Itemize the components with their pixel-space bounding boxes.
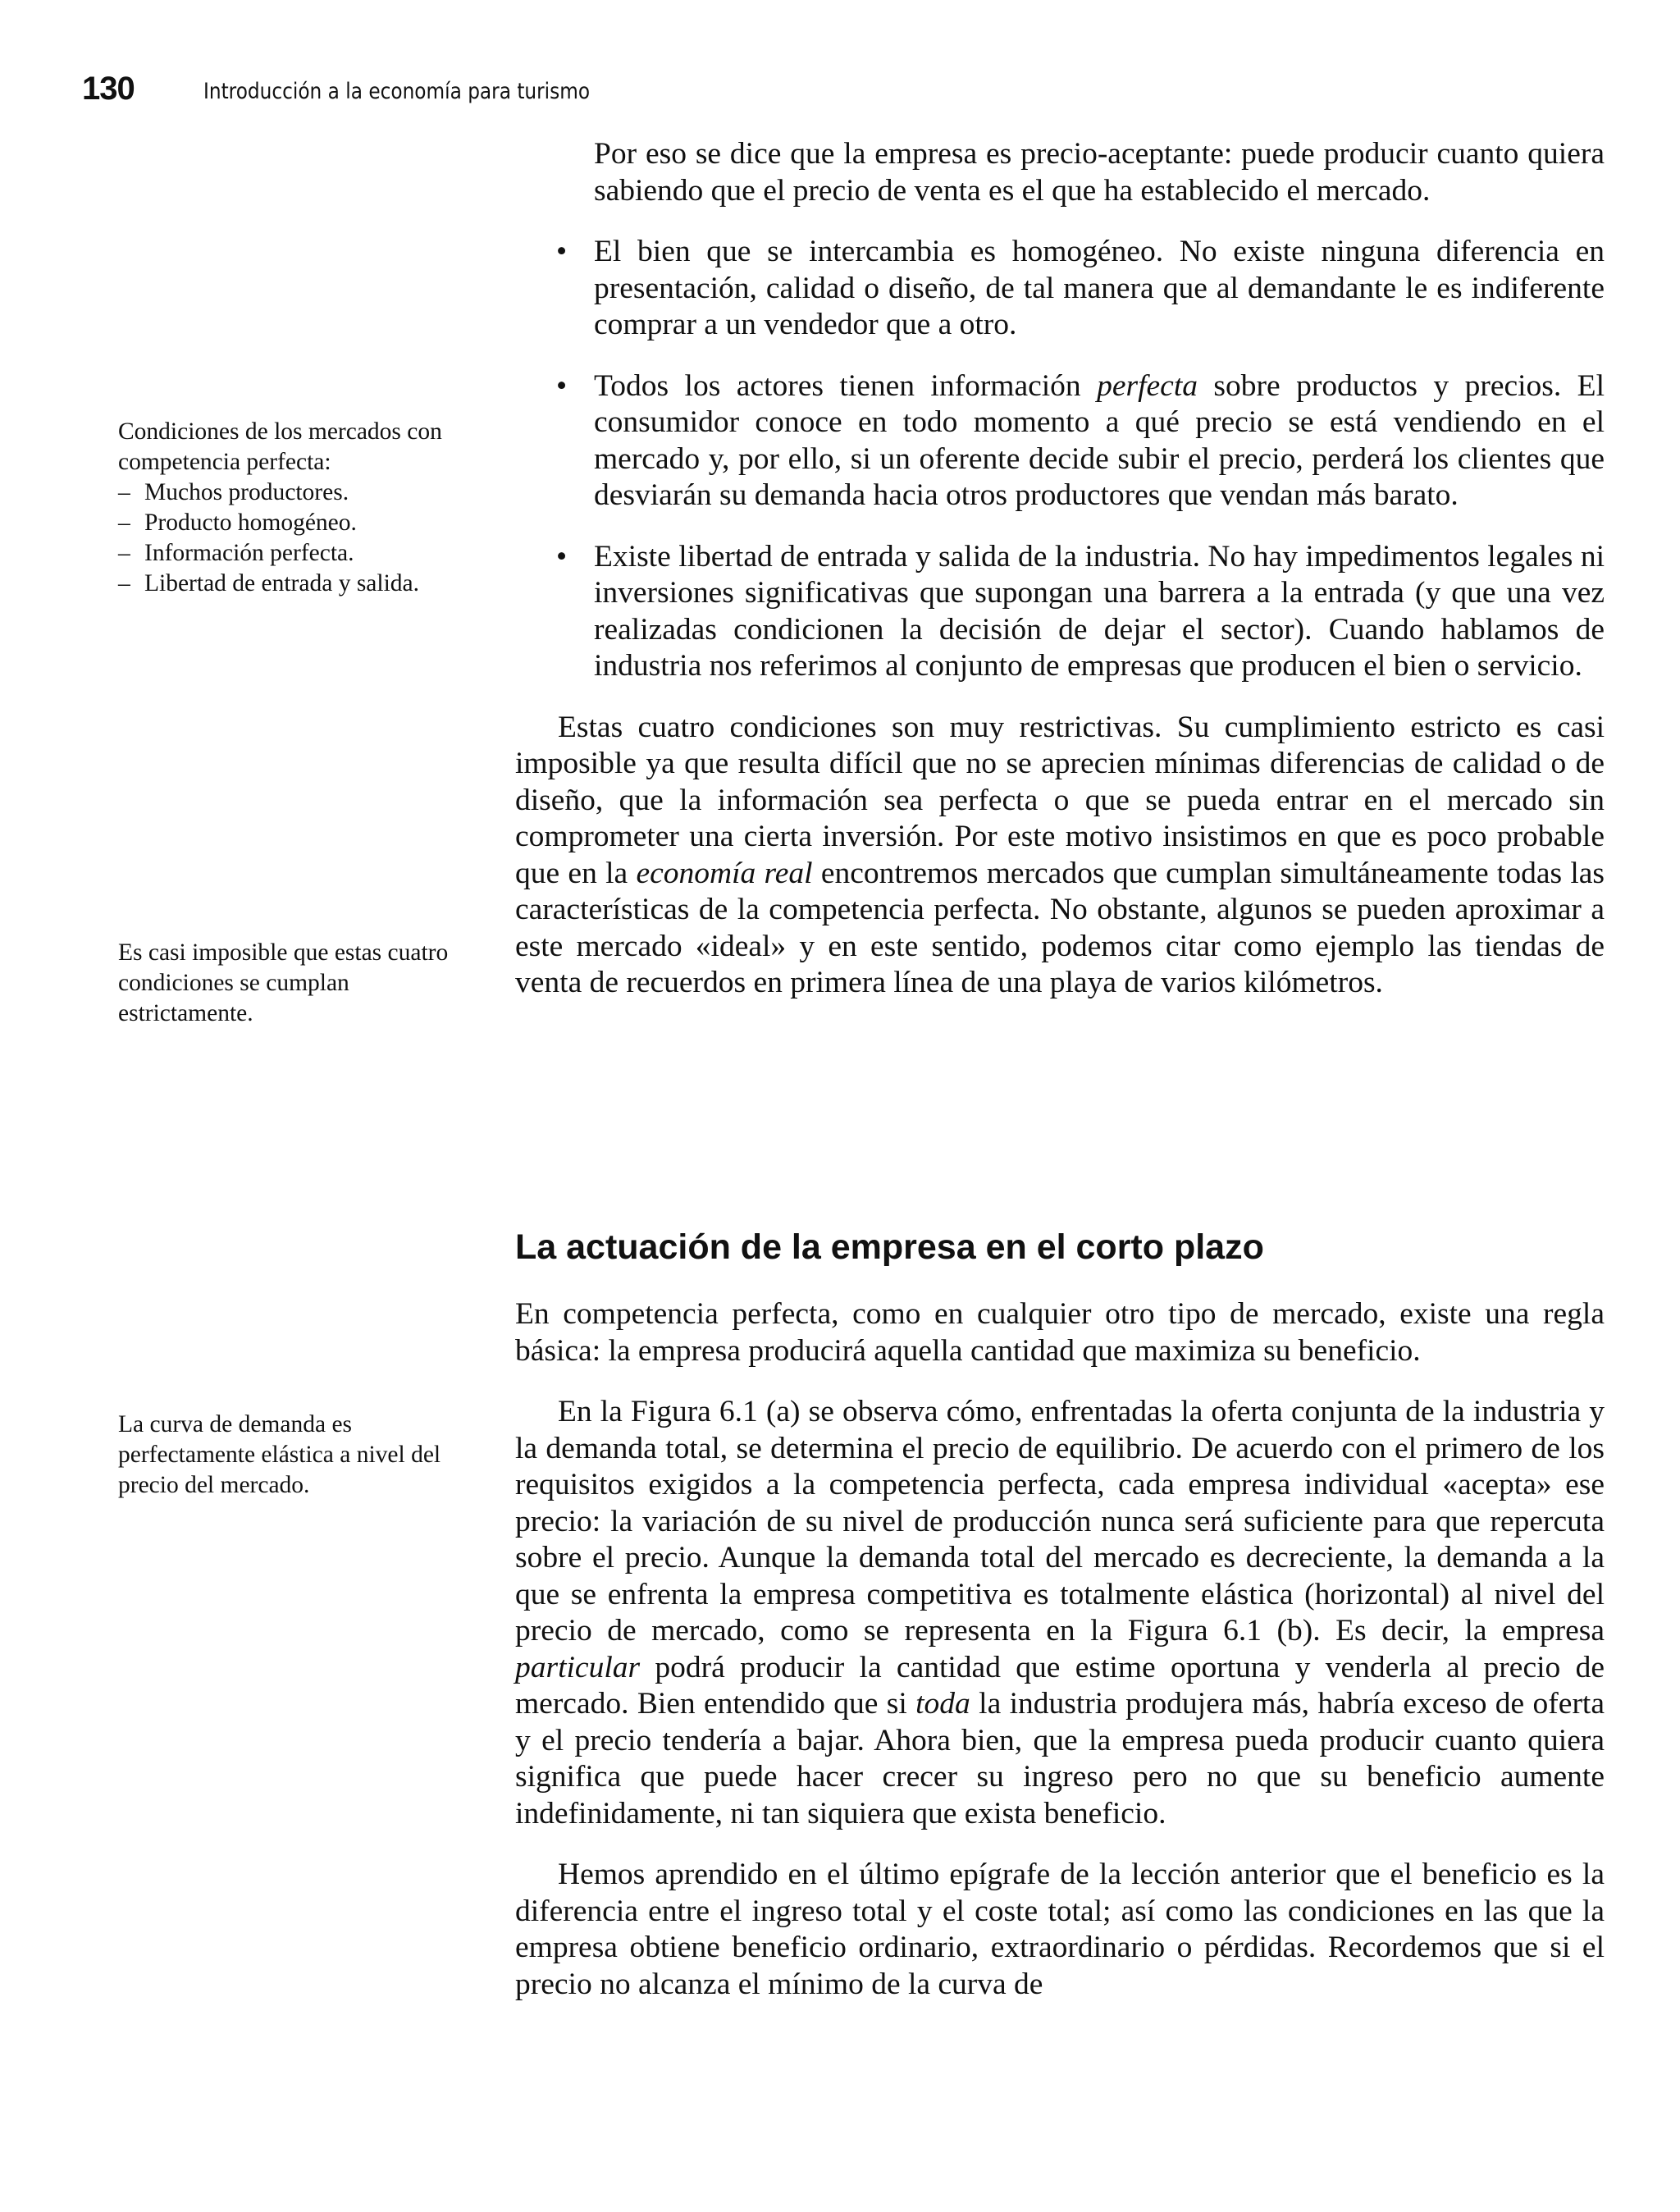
bullet-entry: • Existe libertad de entrada y salida de la industria. No hay impedimentos legales ni inversiones significativas que supongan una barrera a la entrada (y que una vez realizadas condicionen la decisión de dejar el sector). Cuando hablamos de industria nos referimos al conjunto de empresas que producen el bien o servicio. [515,539,1605,685]
margin-note-demand: La curva de demanda es perfectamente elástica a nivel del precio del mercado. [118,1411,441,1498]
margin-note-item: – Producto homogéneo. [118,508,463,538]
section-heading: La actuación de la empresa en el corto plazo [515,1227,1264,1267]
margin-note-item: – Libertad de entrada y salida. [118,569,463,599]
bullet-homogeneous: • El bien que se intercambia es homogéneo. No existe ninguna diferencia en presentación, calidad o diseño, de tal manera que al demandante le es indiferente comprar a un vendedor que a otro. [515,234,1605,344]
paragraph-conditions: Estas cuatro condiciones son muy restrictivas. Su cumplimiento estricto es casi imposible ya que resulta difícil que no se aprecien mínimas diferencias de calidad o de diseño, que la información sea perfecta o que se pueda entrar en el mercado sin comprometer una cierta inversión. Por este motivo insistimos en que es poco probable que en la economía real encontremos mercados que cumplan simultáneamente todas las características de la competencia perfecta. No obstante, algunos se pueden aproximar a este mercado «ideal» y en este sentido, podemos citar como ejemplo las tiendas de venta de recuerdos en primera línea de una playa de varios kilómetros. [515,710,1605,999]
page-number: 130 [82,71,135,107]
bullet-information: • Todos los actores tienen información perfecta sobre productos y precios. El consumidor conoce en todo momento a qué precio se está vendiendo en el mercado y, por ello, si un oferente decide subir el precio, perderá los clientes que desviarán su demanda hacia otros productores que vendan más barato. [515,368,1605,514]
margin-note-conditions-title: Condiciones de los mercados con competencia perfecta: [118,418,442,475]
paragraph-profit: Hemos aprendido en el último epígrafe de la lección anterior que el beneficio es la diferencia entre el ingreso total y el coste total; así como las condiciones en las que la empresa obtiene beneficio ordinario, extraordinario o pérdidas. Recordemos que si el precio no alcanza el mínimo de la curva de [515,1858,1605,2001]
body-text-top [515,136,1605,1026]
margin-note-item: – Información perfecta. [118,538,463,569]
section-short-term [515,1227,1605,1268]
margin-note-conditions [118,417,463,599]
paragraph-figure: En la Figura 6.1 (a) se observa cómo, enfrentadas la oferta conjunta de la industria y la demanda total, se determina el precio de equilibrio. De acuerdo con el primero de los requisitos exigidos a la competencia perfecta, cada empresa individual «acepta» ese precio: la variación de su nivel de producción nunca será suficiente para que repercuta sobre el precio. Aunque la demanda total del mercado es decreciente, la demanda a la que se enfrenta la empresa competitiva es totalmente elástica (horizontal) al nivel del precio de mercado, como se representa en la Figura 6.1 (b). Es decir, la empresa particular podrá producir la cantidad que estime oportuna y venderla al precio de mercado. Bien entendido que si toda la industria produjera más, habría exceso de oferta y el precio tendería a bajar. Ahora bien, que la empresa pueda producir cuanto quiera significa que puede hacer crecer su ingreso pero no que su beneficio aumente indefinidamente, ni tan siquiera que exista beneficio. [515,1395,1605,1830]
body-text-bottom [515,1296,1605,2027]
margin-note-item: – Muchos productores. [118,478,463,508]
paragraph-rule: En competencia perfecta, como en cualquier otro tipo de mercado, existe una regla básica: la empresa producirá aquella cantidad que maximiza su beneficio. [515,1297,1605,1368]
margin-note-conditions-list [118,478,463,599]
margin-note-impossible: Es casi imposible que estas cuatro condiciones se cumplan estrictamente. [118,939,449,1026]
intro-continuation: Por eso se dice que la empresa es precio-aceptante: puede producir cuanto quiera sabiendo que el precio de venta es el que ha establecido el mercado. [594,137,1605,208]
running-title: Introducción a la economía para turismo [203,79,591,104]
